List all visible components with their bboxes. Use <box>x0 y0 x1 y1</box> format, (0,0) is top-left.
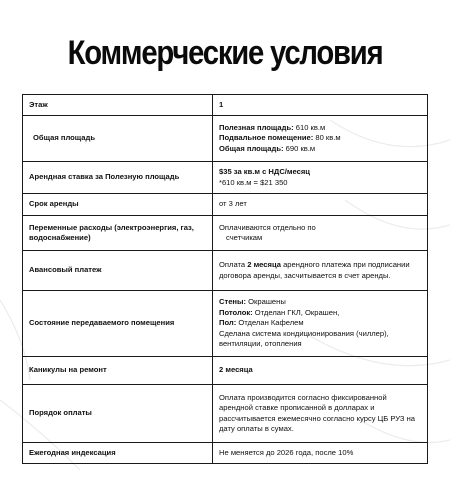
value-text: Окрашены <box>246 297 286 307</box>
value-line: Оплачиваются отдельно по <box>219 222 316 232</box>
value-key: Стены: <box>219 297 247 307</box>
value-line: Оплата производится согласно фиксированной <box>219 392 387 402</box>
row-label: Общая площадь <box>23 116 213 162</box>
value-line: дату оплаты в сумах. <box>219 423 294 433</box>
row-label: Этаж <box>23 95 213 116</box>
value-text: Отделан ГКЛ, Окрашен, <box>252 307 340 317</box>
table-row <box>23 216 428 251</box>
value-key: Подвальное помещение: <box>219 133 314 143</box>
value-key: 2 месяца <box>247 260 281 270</box>
value-line: *610 кв.м = $21 350 <box>219 177 288 187</box>
row-label: Авансовый платеж <box>23 251 213 291</box>
table-row <box>23 443 428 464</box>
value-key: Полезная площадь: <box>219 122 294 132</box>
table-row <box>23 95 428 116</box>
row-label: Каникулы на ремонт <box>23 357 213 385</box>
row-value <box>213 162 428 194</box>
value-key: Потолок: <box>219 307 253 317</box>
value-line: 2 месяца <box>219 365 253 375</box>
value-line: арендной ставке прописанной в долларах и <box>219 403 375 413</box>
row-value <box>213 95 428 116</box>
terms-table <box>22 94 428 464</box>
table-row <box>23 357 428 385</box>
row-label: Срок аренды <box>23 194 213 216</box>
value-key: $35 за кв.м с НДС/месяц <box>219 167 310 177</box>
row-label: Состояние передаваемого помещения <box>23 291 213 357</box>
value-line: от 3 лет <box>219 199 247 209</box>
page-title: Коммерческие условия <box>67 34 383 72</box>
row-value <box>213 194 428 216</box>
row-value <box>213 357 428 385</box>
value-text: 610 кв.м <box>293 122 326 132</box>
value-line: счетчикам <box>226 233 263 242</box>
value-line: вентиляции, отопления <box>219 339 302 349</box>
row-label: Арендная ставка за Полезную площадь <box>23 162 213 194</box>
table-row <box>23 116 428 162</box>
table-row <box>23 194 428 216</box>
value-line: Сделана система кондиционирования (чиллер), <box>219 328 389 338</box>
value-text: 690 кв.м <box>283 143 316 153</box>
row-label: Переменные расходы (электроэнергия, газ, водоснабжение) <box>23 216 213 251</box>
row-value <box>213 291 428 357</box>
table-row <box>23 251 428 291</box>
row-value <box>213 385 428 443</box>
value-text: Оплата <box>219 260 248 270</box>
value-text: Отделан Кафелем <box>236 318 304 328</box>
row-value <box>213 216 428 251</box>
value-key: Пол: <box>219 318 237 328</box>
row-label: Ежегодная индексация <box>23 443 213 464</box>
value-text: арендного платежа при подписании <box>280 260 410 270</box>
table-row <box>23 162 428 194</box>
row-value <box>213 443 428 464</box>
value-line: рассчитывается ежемесячно согласно курсу ЦБ РУЗ на <box>219 413 416 423</box>
row-value <box>213 251 428 291</box>
value-line: 1 <box>219 99 224 109</box>
value-key: Общая площадь: <box>219 143 284 153</box>
row-label: Порядок оплаты <box>23 385 213 443</box>
value-line: Не меняется до 2026 года, после 10% <box>219 447 354 457</box>
table-row <box>23 291 428 357</box>
value-line: договора аренды, засчитывается в счет аренды. <box>219 270 391 280</box>
value-text: 80 кв.м <box>313 133 341 143</box>
row-value <box>213 116 428 162</box>
table-row <box>23 385 428 443</box>
